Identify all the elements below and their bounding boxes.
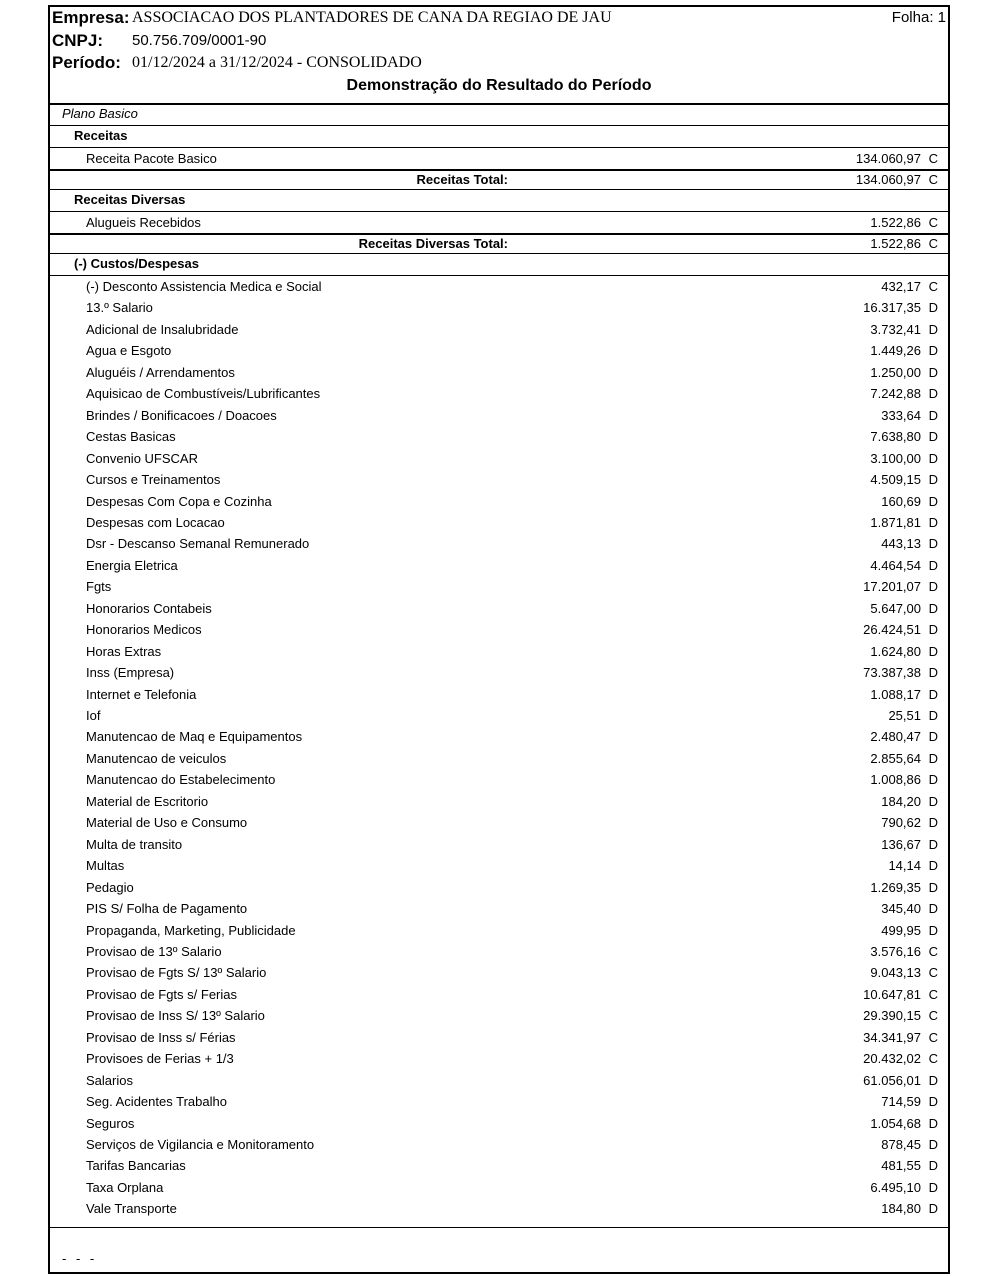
list-item <box>50 598 948 620</box>
account-description: Honorarios Contabeis <box>86 600 212 616</box>
list-item <box>50 319 948 341</box>
list-item <box>50 619 948 641</box>
account-description: (-) Desconto Assistencia Medica e Social <box>86 279 322 294</box>
account-amount: 136,67 <box>881 836 921 852</box>
account-description: Inss (Empresa) <box>86 665 175 681</box>
debit-credit-flag: D <box>928 493 938 509</box>
list-item <box>50 705 948 727</box>
account-description: Convenio UFSCAR <box>86 450 198 466</box>
list-item <box>50 962 948 984</box>
account-description: Taxa Orplana <box>86 1179 164 1195</box>
debit-credit-flag: D <box>928 579 938 595</box>
list-item <box>50 1027 948 1049</box>
account-amount: 1.054,68 <box>870 1115 921 1131</box>
cnpj-row <box>50 30 948 52</box>
account-amount: 499,95 <box>881 922 921 938</box>
account-description: Internet e Telefonia <box>86 686 197 702</box>
account-amount: 1.449,26 <box>870 343 921 359</box>
list-item <box>50 1177 948 1199</box>
list-item <box>50 276 948 298</box>
list-item <box>50 426 948 448</box>
account-amount: 345,40 <box>881 901 921 917</box>
account-amount: 481,55 <box>881 1158 921 1174</box>
debit-credit-flag: C <box>928 279 938 294</box>
account-description: Cestas Basicas <box>86 429 176 445</box>
list-item <box>50 877 948 899</box>
debit-credit-flag: D <box>928 1094 938 1110</box>
receitas-total-amount: 134.060,97 <box>855 172 921 187</box>
account-description: Provisao de 13º Salario <box>86 943 222 959</box>
list-item <box>50 469 948 491</box>
divider <box>50 1227 948 1228</box>
list-item <box>50 1070 948 1092</box>
account-description: Tarifas Bancarias <box>86 1158 186 1174</box>
account-amount: 443,13 <box>881 536 921 552</box>
list-item <box>50 726 948 748</box>
debit-credit-flag: C <box>928 965 938 981</box>
account-amount: 5.647,00 <box>870 600 921 616</box>
debit-credit-flag: C <box>928 1029 938 1045</box>
account-description: Serviços de Vigilancia e Monitoramento <box>86 1137 315 1152</box>
account-description: Manutencao do Estabelecimento <box>86 772 276 788</box>
account-description: Brindes / Bonificacoes / Doacoes <box>86 407 277 423</box>
list-item <box>50 791 948 813</box>
debit-credit-flag: D <box>928 836 938 852</box>
periodo-label: Período: <box>52 53 121 72</box>
account-description: Provisao de Fgts S/ 13º Salario <box>86 965 267 981</box>
list-item <box>50 748 948 770</box>
account-description: Cursos e Treinamentos <box>86 472 221 488</box>
account-amount: 790,62 <box>881 815 921 831</box>
account-description: Dsr - Descanso Semanal Remunerado <box>86 536 310 552</box>
debit-credit-flag: D <box>928 1137 938 1152</box>
group-custos-label: (-) Custos/Despesas <box>74 256 199 271</box>
list-item <box>50 340 948 362</box>
account-description: Alugueis Recebidos <box>86 215 201 230</box>
account-amount: 14,14 <box>888 858 921 874</box>
account-amount: 4.509,15 <box>870 472 921 488</box>
list-item <box>50 684 948 706</box>
account-amount: 25,51 <box>888 708 921 723</box>
account-amount: 7.638,80 <box>870 429 921 445</box>
account-amount: 878,45 <box>881 1137 921 1152</box>
receitas-total-dc: C <box>928 172 938 187</box>
list-item <box>50 662 948 684</box>
account-amount: 1.008,86 <box>870 772 921 788</box>
debit-credit-flag: D <box>928 622 938 638</box>
list-item <box>50 448 948 470</box>
list-item <box>50 512 948 534</box>
account-amount: 1.624,80 <box>870 643 921 659</box>
account-amount: 134.060,97 <box>855 151 921 166</box>
empresa-value: ASSOCIACAO DOS PLANTADORES DE CANA DA REGIAO DE JAU <box>132 9 612 26</box>
account-description: Despesas com Locacao <box>86 514 225 530</box>
account-description: Multas <box>86 858 125 874</box>
account-description: 13.º Salario <box>86 300 153 316</box>
debit-credit-flag: D <box>928 514 938 530</box>
debit-credit-flag: D <box>928 1072 938 1088</box>
account-description: Provisao de Inss S/ 13º Salario <box>86 1008 265 1024</box>
list-item <box>50 769 948 791</box>
account-description: Vale Transporte <box>86 1201 177 1217</box>
list-item <box>50 920 948 942</box>
debit-credit-flag: C <box>928 1051 938 1067</box>
account-amount: 10.647,81 <box>863 986 921 1002</box>
debit-credit-flag: D <box>928 1158 938 1174</box>
debit-credit-flag: D <box>928 793 938 809</box>
account-amount: 29.390,15 <box>863 1008 921 1024</box>
debit-credit-flag: D <box>928 708 938 723</box>
divider <box>50 125 948 126</box>
periodo-value: 01/12/2024 a 31/12/2024 - CONSOLIDADO <box>132 54 422 71</box>
debit-credit-flag: D <box>928 1115 938 1131</box>
debit-credit-flag: D <box>928 815 938 831</box>
account-amount: 34.341,97 <box>863 1029 921 1045</box>
list-item <box>50 297 948 319</box>
debit-credit-flag: D <box>928 386 938 402</box>
list-item <box>50 491 948 513</box>
debit-credit-flag: D <box>928 772 938 788</box>
account-amount: 432,17 <box>881 279 921 294</box>
account-description: Pedagio <box>86 879 134 895</box>
divider <box>50 253 948 254</box>
account-description: Manutencao de Maq e Equipamentos <box>86 729 303 745</box>
debit-credit-flag: D <box>928 750 938 766</box>
debit-credit-flag: D <box>928 901 938 917</box>
list-item <box>50 984 948 1006</box>
account-description: Fgts <box>86 579 112 595</box>
account-amount: 1.088,17 <box>870 686 921 702</box>
account-amount: 2.855,64 <box>870 750 921 766</box>
account-description: Receita Pacote Basico <box>86 151 217 166</box>
account-amount: 184,20 <box>881 793 921 809</box>
account-amount: 1.250,00 <box>870 364 921 380</box>
debit-credit-flag: D <box>928 1201 938 1217</box>
debit-credit-flag: D <box>928 858 938 874</box>
account-amount: 184,80 <box>881 1201 921 1217</box>
account-description: Agua e Esgoto <box>86 343 172 359</box>
debit-credit-flag: D <box>928 472 938 488</box>
list-item <box>50 533 948 555</box>
debit-credit-flag: C <box>928 1008 938 1024</box>
debit-credit-flag: D <box>928 686 938 702</box>
account-description: Salarios <box>86 1072 133 1088</box>
debit-credit-flag: D <box>928 536 938 552</box>
account-amount: 714,59 <box>881 1094 921 1110</box>
account-amount: 333,64 <box>881 407 921 423</box>
list-item <box>50 1091 948 1113</box>
report-title: Demonstração do Resultado do Período <box>346 77 652 94</box>
account-description: Adicional de Insalubridade <box>86 321 239 337</box>
list-item <box>50 1155 948 1177</box>
account-description: Material de Escritorio <box>86 793 209 809</box>
periodo-row <box>50 52 948 74</box>
account-amount: 1.871,81 <box>870 514 921 530</box>
debit-credit-flag: D <box>928 321 938 337</box>
list-item <box>50 1134 948 1156</box>
list-item <box>50 1005 948 1027</box>
empresa-label: Empresa: <box>52 8 130 27</box>
debit-credit-flag: D <box>928 922 938 938</box>
list-item <box>50 834 948 856</box>
account-amount: 6.495,10 <box>870 1179 921 1195</box>
account-description: Provisao de Fgts s/ Ferias <box>86 986 237 1002</box>
footer-mark: - - - <box>62 1251 98 1266</box>
list-item <box>50 362 948 384</box>
list-item <box>50 812 948 834</box>
list-item <box>50 148 948 170</box>
list-item <box>50 898 948 920</box>
folha-page-number: Folha: 1 <box>891 9 946 26</box>
account-amount: 1.522,86 <box>870 215 921 230</box>
list-item <box>50 1113 948 1135</box>
group-receitas-label: Receitas <box>74 128 128 143</box>
list-item <box>50 1198 948 1220</box>
account-amount: 160,69 <box>881 493 921 509</box>
list-item <box>50 941 948 963</box>
debit-credit-flag: D <box>928 364 938 380</box>
receitas-total-label: Receitas Total: <box>416 172 508 187</box>
list-item <box>50 641 948 663</box>
report-sheet <box>48 5 950 1274</box>
cnpj-value: 50.756.709/0001-90 <box>132 32 267 49</box>
receitas-diversas-total-row <box>50 234 948 254</box>
account-amount: 2.480,47 <box>870 729 921 745</box>
empresa-row <box>50 7 948 29</box>
debit-credit-flag: C <box>928 943 938 959</box>
debit-credit-flag: C <box>928 986 938 1002</box>
divider <box>50 189 948 190</box>
account-amount: 3.100,00 <box>870 450 921 466</box>
debit-credit-flag: C <box>928 215 938 230</box>
debit-credit-flag: D <box>928 343 938 359</box>
account-amount: 26.424,51 <box>863 622 921 638</box>
debit-credit-flag: D <box>928 600 938 616</box>
debit-credit-flag: D <box>928 450 938 466</box>
account-description: Iof <box>86 708 101 723</box>
account-description: Despesas Com Copa e Cozinha <box>86 493 272 509</box>
account-description: Aluguéis / Arrendamentos <box>86 364 235 380</box>
account-description: Honorarios Medicos <box>86 622 202 638</box>
account-amount: 16.317,35 <box>863 300 921 316</box>
account-description: Seg. Acidentes Trabalho <box>86 1094 227 1110</box>
account-description: Propaganda, Marketing, Publicidade <box>86 922 296 938</box>
account-amount: 7.242,88 <box>870 386 921 402</box>
account-amount: 73.387,38 <box>863 665 921 681</box>
account-description: Multa de transito <box>86 836 183 852</box>
debit-credit-flag: D <box>928 557 938 573</box>
account-description: PIS S/ Folha de Pagamento <box>86 901 248 917</box>
divider <box>50 103 948 105</box>
debit-credit-flag: D <box>928 1179 938 1195</box>
account-description: Manutencao de veiculos <box>86 750 227 766</box>
plano-label: Plano Basico <box>62 106 138 121</box>
debit-credit-flag: D <box>928 300 938 316</box>
account-amount: 4.464,54 <box>870 557 921 573</box>
account-description: Energia Eletrica <box>86 557 178 573</box>
account-description: Provisoes de Ferias + 1/3 <box>86 1051 234 1067</box>
receitas-diversas-total-amount: 1.522,86 <box>870 236 921 251</box>
receitas-total-row <box>50 170 948 190</box>
debit-credit-flag: D <box>928 879 938 895</box>
account-description: Seguros <box>86 1115 135 1131</box>
list-item <box>50 383 948 405</box>
list-item <box>50 212 948 234</box>
receitas-diversas-total-label: Receitas Diversas Total: <box>358 236 508 251</box>
debit-credit-flag: D <box>928 429 938 445</box>
account-description: Horas Extras <box>86 643 162 659</box>
group-receitas-diversas-label: Receitas Diversas <box>74 192 186 207</box>
account-amount: 9.043,13 <box>870 965 921 981</box>
account-description: Provisao de Inss s/ Férias <box>86 1029 236 1045</box>
account-amount: 1.269,35 <box>870 879 921 895</box>
account-amount: 3.576,16 <box>870 943 921 959</box>
account-description: Material de Uso e Consumo <box>86 815 248 831</box>
cnpj-label: CNPJ: <box>52 31 104 50</box>
account-amount: 20.432,02 <box>863 1051 921 1067</box>
receitas-diversas-total-dc: C <box>928 236 938 251</box>
debit-credit-flag: C <box>928 151 938 166</box>
account-amount: 3.732,41 <box>870 321 921 337</box>
list-item <box>50 576 948 598</box>
list-item <box>50 555 948 577</box>
account-amount: 17.201,07 <box>863 579 921 595</box>
debit-credit-flag: D <box>928 407 938 423</box>
account-description: Aquisicao de Combustíveis/Lubrificantes <box>86 386 321 402</box>
list-item <box>50 1048 948 1070</box>
debit-credit-flag: D <box>928 729 938 745</box>
list-item <box>50 855 948 877</box>
debit-credit-flag: D <box>928 643 938 659</box>
list-item <box>50 405 948 427</box>
debit-credit-flag: D <box>928 665 938 681</box>
account-amount: 61.056,01 <box>863 1072 921 1088</box>
